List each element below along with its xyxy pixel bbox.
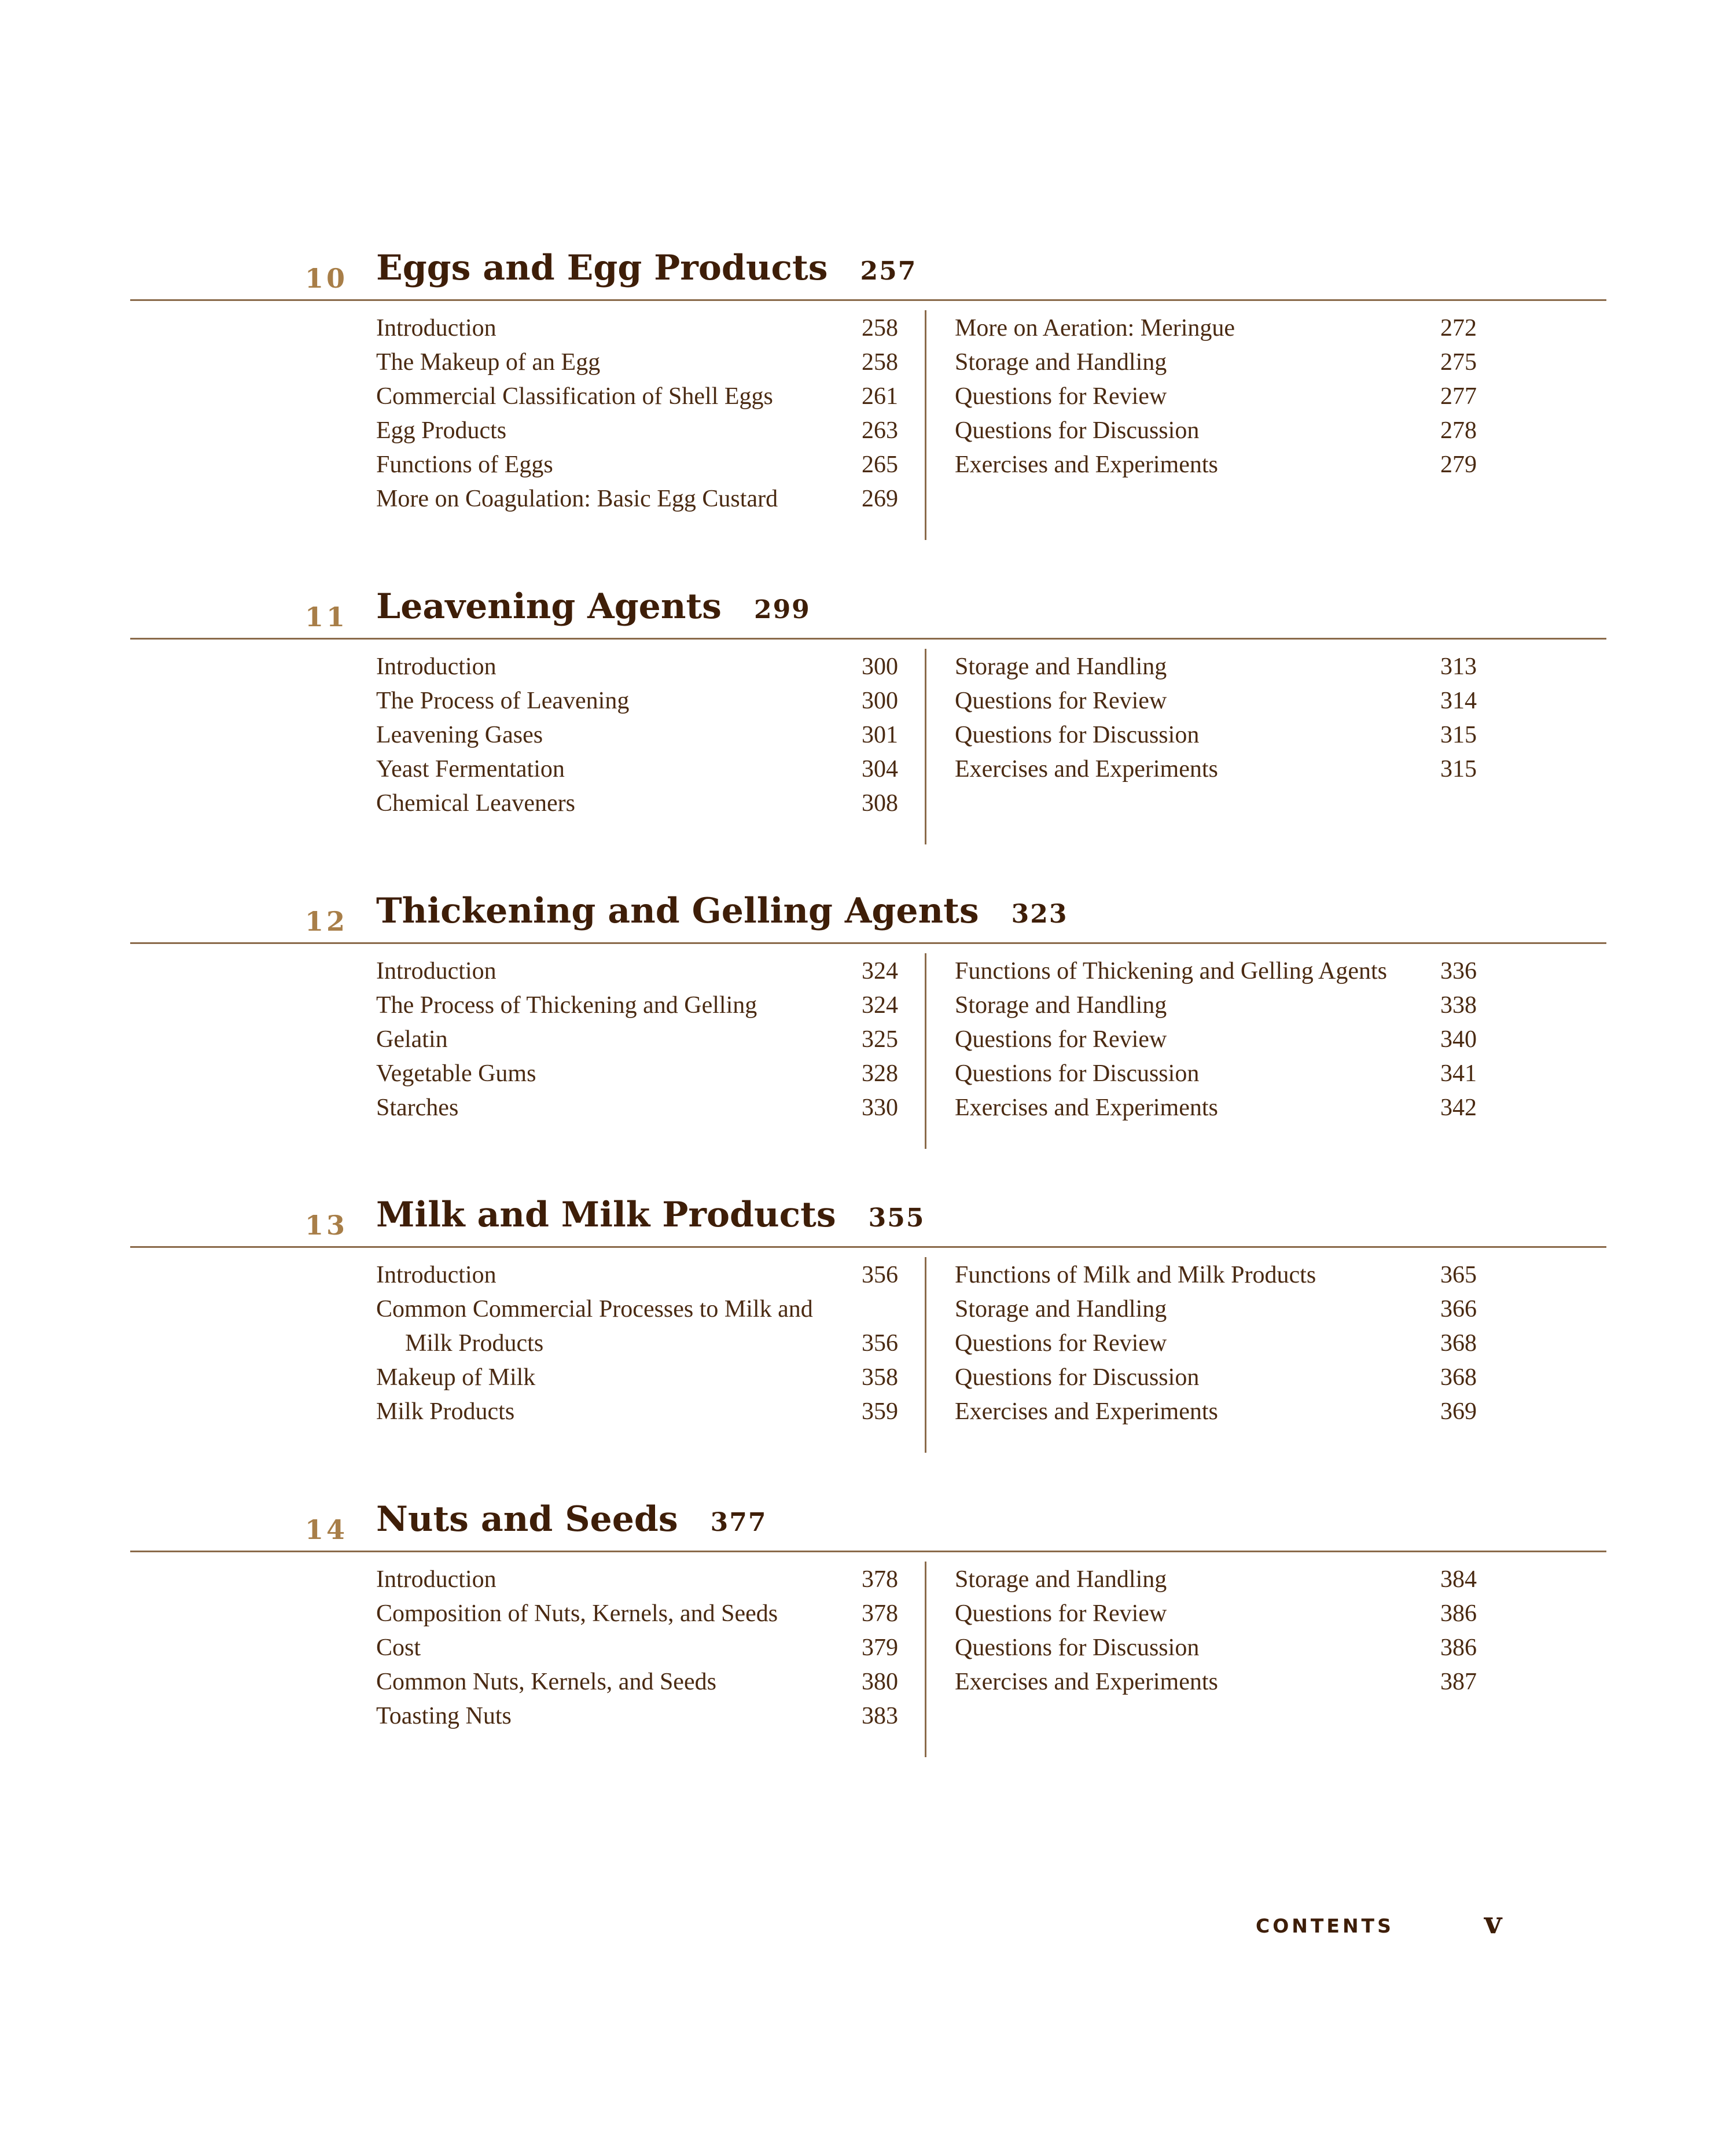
toc-entry[interactable]	[955, 380, 1477, 414]
toc-entry[interactable]	[376, 752, 898, 787]
toc-entry-label: Questions for Review	[955, 383, 1167, 410]
column-divider	[925, 953, 926, 1149]
toc-entry-label: Makeup of Milk	[376, 1364, 536, 1391]
toc-entry[interactable]	[376, 1665, 898, 1699]
toc-entry[interactable]	[376, 1563, 898, 1597]
toc-entry-label: Introduction	[376, 315, 496, 341]
toc-entry-page: 261	[862, 383, 898, 410]
toc-entry-label: Milk Products	[376, 1398, 515, 1425]
toc-entry[interactable]	[955, 1563, 1477, 1597]
chapter-heading	[0, 1195, 1736, 1247]
toc-entry-label: Exercises and Experiments	[955, 1398, 1218, 1425]
toc-entry-page: 358	[862, 1364, 898, 1391]
toc-entry-label: Exercises and Experiments	[955, 451, 1218, 478]
toc-entry-label: Storage and Handling	[955, 349, 1167, 376]
chapter-number: 14	[305, 1514, 348, 1545]
toc-entry-label: Storage and Handling	[955, 1566, 1167, 1593]
toc-entry-label: Common Commercial Processes to Milk and Milk Products	[376, 1296, 813, 1357]
toc-entry-label: Commercial Classification of Shell Eggs	[376, 383, 773, 410]
toc-entry-label: Vegetable Gums	[376, 1060, 536, 1087]
toc-entry-page: 341	[1440, 1060, 1477, 1087]
chapter-rule	[130, 942, 1606, 944]
toc-entry-label: Egg Products	[376, 417, 507, 444]
toc-entry[interactable]	[955, 954, 1477, 989]
toc-entry-page: 277	[1440, 383, 1477, 410]
toc-entry[interactable]	[376, 1597, 898, 1631]
toc-entry-label: Exercises and Experiments	[955, 1669, 1218, 1695]
toc-entry-label: More on Aeration: Meringue	[955, 315, 1235, 341]
chapter-title-link[interactable]	[376, 891, 1068, 931]
toc-entry-page: 356	[862, 1330, 898, 1357]
chapter-heading	[0, 891, 1736, 943]
toc-entry-page: 366	[1440, 1296, 1477, 1323]
toc-entry[interactable]	[955, 1597, 1477, 1631]
toc-entry-page: 258	[862, 315, 898, 341]
toc-entry[interactable]	[376, 346, 898, 380]
toc-entry[interactable]	[376, 650, 898, 684]
chapter-page: 299	[753, 595, 811, 625]
toc-entry[interactable]	[376, 1292, 898, 1361]
toc-entry[interactable]	[376, 1395, 898, 1429]
chapter-page: 355	[868, 1203, 925, 1233]
toc-entry-label: The Process of Thickening and Gelling	[376, 992, 757, 1019]
chapter-heading	[0, 248, 1736, 300]
toc-entry[interactable]	[955, 1665, 1477, 1699]
toc-entry-page: 265	[862, 451, 898, 478]
toc-entry[interactable]	[955, 1327, 1477, 1361]
toc-entry-label: Introduction	[376, 1262, 496, 1288]
toc-entry-label: Storage and Handling	[955, 653, 1167, 680]
toc-entry[interactable]	[955, 1023, 1477, 1057]
toc-entry-label: The Process of Leavening	[376, 688, 630, 714]
toc-entry[interactable]	[955, 448, 1477, 482]
toc-column-right	[955, 650, 1477, 787]
toc-entry-label: Yeast Fermentation	[376, 756, 565, 783]
toc-entry-label: Starches	[376, 1094, 459, 1121]
toc-entry-page: 340	[1440, 1026, 1477, 1053]
toc-entry[interactable]	[955, 650, 1477, 684]
toc-entry[interactable]	[955, 1395, 1477, 1429]
toc-entry-page: 315	[1440, 756, 1477, 783]
toc-entry-label: Functions of Eggs	[376, 451, 553, 478]
toc-entry-page: 359	[862, 1398, 898, 1425]
toc-entry-label: Questions for Review	[955, 688, 1167, 714]
toc-entry-page: 342	[1440, 1094, 1477, 1121]
chapter-rule	[130, 299, 1606, 301]
toc-entry-page: 365	[1440, 1262, 1477, 1288]
toc-entry-label: Storage and Handling	[955, 1296, 1167, 1323]
toc-entry-label: Functions of Thickening and Gelling Agents	[955, 958, 1387, 985]
chapter-rule	[130, 638, 1606, 640]
chapter-title: Leavening Agents	[376, 586, 722, 627]
toc-entry[interactable]	[376, 718, 898, 752]
toc-entry[interactable]	[376, 1699, 898, 1733]
toc-entry-page: 338	[1440, 992, 1477, 1019]
toc-entry-label: Introduction	[376, 958, 496, 985]
toc-entry-page: 328	[862, 1060, 898, 1087]
toc-entry-label: Questions for Review	[955, 1600, 1167, 1627]
toc-entry-page: 386	[1440, 1634, 1477, 1661]
toc-entry-page: 300	[862, 688, 898, 714]
toc-entry-label: Cost	[376, 1634, 421, 1661]
toc-entry-label: Exercises and Experiments	[955, 1094, 1218, 1121]
toc-entry[interactable]	[376, 1091, 898, 1125]
chapter-title-link[interactable]	[376, 248, 917, 288]
toc-entry-page: 301	[862, 722, 898, 748]
toc-entry[interactable]	[376, 482, 898, 516]
chapter-title-link[interactable]	[376, 586, 811, 627]
toc-entry[interactable]	[955, 1292, 1477, 1327]
toc-entry[interactable]	[955, 684, 1477, 718]
toc-entry-page: 272	[1440, 315, 1477, 341]
toc-entry-page: 275	[1440, 349, 1477, 376]
toc-column-right	[955, 954, 1477, 1125]
toc-column-right	[955, 311, 1477, 482]
toc-entry[interactable]	[376, 414, 898, 448]
toc-entry-label: Questions for Discussion	[955, 417, 1200, 444]
toc-column-left	[376, 311, 898, 516]
toc-entry[interactable]	[955, 414, 1477, 448]
toc-entry[interactable]	[376, 1631, 898, 1665]
toc-entry-label: Functions of Milk and Milk Products	[955, 1262, 1316, 1288]
toc-entry-label: Composition of Nuts, Kernels, and Seeds	[376, 1600, 778, 1627]
toc-entry-label: Introduction	[376, 1566, 496, 1593]
folio-page-number: v	[1484, 1905, 1502, 1941]
toc-column-right	[955, 1563, 1477, 1699]
toc-column-left	[376, 954, 898, 1125]
toc-entry-label: Chemical Leaveners	[376, 790, 575, 817]
chapter-page: 323	[1011, 899, 1068, 929]
toc-entry-label: Storage and Handling	[955, 992, 1167, 1019]
toc-entry-page: 315	[1440, 722, 1477, 748]
chapter-rule	[130, 1551, 1606, 1552]
column-divider	[925, 649, 926, 844]
chapter-title-link[interactable]	[376, 1195, 925, 1235]
toc-entry[interactable]	[376, 1361, 898, 1395]
column-divider	[925, 1562, 926, 1757]
toc-entry-label: Questions for Discussion	[955, 1364, 1200, 1391]
toc-entry[interactable]	[955, 346, 1477, 380]
toc-column-left	[376, 650, 898, 821]
chapter-number: 12	[305, 906, 348, 937]
toc-entry-label: Exercises and Experiments	[955, 756, 1218, 783]
toc-entry-label: Questions for Discussion	[955, 1060, 1200, 1087]
running-footer-label: CONTENTS	[1256, 1915, 1394, 1937]
toc-entry-label: Questions for Discussion	[955, 722, 1200, 748]
toc-entry-page: 308	[862, 790, 898, 817]
toc-entry-label: The Makeup of an Egg	[376, 349, 601, 376]
chapter-rule	[130, 1246, 1606, 1248]
toc-entry[interactable]	[376, 989, 898, 1023]
toc-entry-page: 336	[1440, 958, 1477, 985]
toc-entry[interactable]	[955, 718, 1477, 752]
toc-entry-page: 324	[862, 958, 898, 985]
toc-entry[interactable]	[376, 380, 898, 414]
toc-entry-page: 300	[862, 653, 898, 680]
toc-entry-page: 369	[1440, 1398, 1477, 1425]
toc-entry[interactable]	[376, 1057, 898, 1091]
toc-entry[interactable]	[955, 1057, 1477, 1091]
toc-entry-page: 314	[1440, 688, 1477, 714]
chapter-number: 11	[305, 601, 348, 633]
chapter-heading	[0, 586, 1736, 638]
toc-entry[interactable]	[955, 752, 1477, 787]
toc-entry-page: 263	[862, 417, 898, 444]
toc-entry-page: 368	[1440, 1330, 1477, 1357]
chapter-number: 13	[305, 1210, 348, 1241]
toc-entry-label: More on Coagulation: Basic Egg Custard	[376, 486, 778, 512]
toc-entry-page: 313	[1440, 653, 1477, 680]
toc-entry[interactable]	[955, 1258, 1477, 1292]
toc-entry[interactable]	[955, 1361, 1477, 1395]
chapter-title: Eggs and Egg Products	[376, 248, 828, 288]
toc-entry-page: 384	[1440, 1566, 1477, 1593]
column-divider	[925, 310, 926, 540]
toc-entry[interactable]	[955, 989, 1477, 1023]
toc-entry[interactable]	[376, 684, 898, 718]
toc-entry[interactable]	[955, 1091, 1477, 1125]
toc-entry-page: 258	[862, 349, 898, 376]
toc-entry-label: Toasting Nuts	[376, 1703, 512, 1729]
chapter-page: 377	[710, 1508, 767, 1537]
toc-entry[interactable]	[376, 311, 898, 346]
toc-column-left	[376, 1563, 898, 1733]
toc-entry-page: 383	[862, 1703, 898, 1729]
chapter-title-link[interactable]	[376, 1499, 767, 1540]
toc-entry-page: 324	[862, 992, 898, 1019]
toc-entry-page: 325	[862, 1026, 898, 1053]
toc-entry[interactable]	[955, 1631, 1477, 1665]
toc-entry-page: 379	[862, 1634, 898, 1661]
toc-entry[interactable]	[955, 311, 1477, 346]
toc-entry-page: 387	[1440, 1669, 1477, 1695]
toc-entry-label: Leavening Gases	[376, 722, 543, 748]
toc-entry-label: Questions for Review	[955, 1026, 1167, 1053]
chapter-title: Thickening and Gelling Agents	[376, 891, 979, 931]
toc-entry-page: 378	[862, 1600, 898, 1627]
chapter-page: 257	[860, 256, 917, 286]
toc-entry[interactable]	[376, 954, 898, 989]
toc-entry-page: 304	[862, 756, 898, 783]
toc-entry-label: Questions for Review	[955, 1330, 1167, 1357]
toc-entry-page: 330	[862, 1094, 898, 1121]
toc-entry-label: Common Nuts, Kernels, and Seeds	[376, 1669, 716, 1695]
toc-entry-page: 278	[1440, 417, 1477, 444]
toc-entry-page: 378	[862, 1566, 898, 1593]
toc-entry[interactable]	[376, 448, 898, 482]
column-divider	[925, 1257, 926, 1453]
toc-column-left	[376, 1258, 898, 1429]
chapter-heading	[0, 1499, 1736, 1551]
toc-column-right	[955, 1258, 1477, 1429]
toc-entry[interactable]	[376, 1023, 898, 1057]
chapter-number: 10	[305, 263, 348, 294]
chapter-title: Nuts and Seeds	[376, 1499, 678, 1540]
toc-entry-page: 356	[862, 1262, 898, 1288]
toc-entry-page: 380	[862, 1669, 898, 1695]
toc-entry-page: 386	[1440, 1600, 1477, 1627]
toc-entry-page: 368	[1440, 1364, 1477, 1391]
toc-entry-page: 279	[1440, 451, 1477, 478]
toc-entry[interactable]	[376, 1258, 898, 1292]
toc-entry-label: Gelatin	[376, 1026, 448, 1053]
toc-entry-label: Introduction	[376, 653, 496, 680]
chapter-title: Milk and Milk Products	[376, 1195, 836, 1235]
toc-entry-page: 269	[862, 486, 898, 512]
toc-entry-label: Questions for Discussion	[955, 1634, 1200, 1661]
toc-entry[interactable]	[376, 787, 898, 821]
